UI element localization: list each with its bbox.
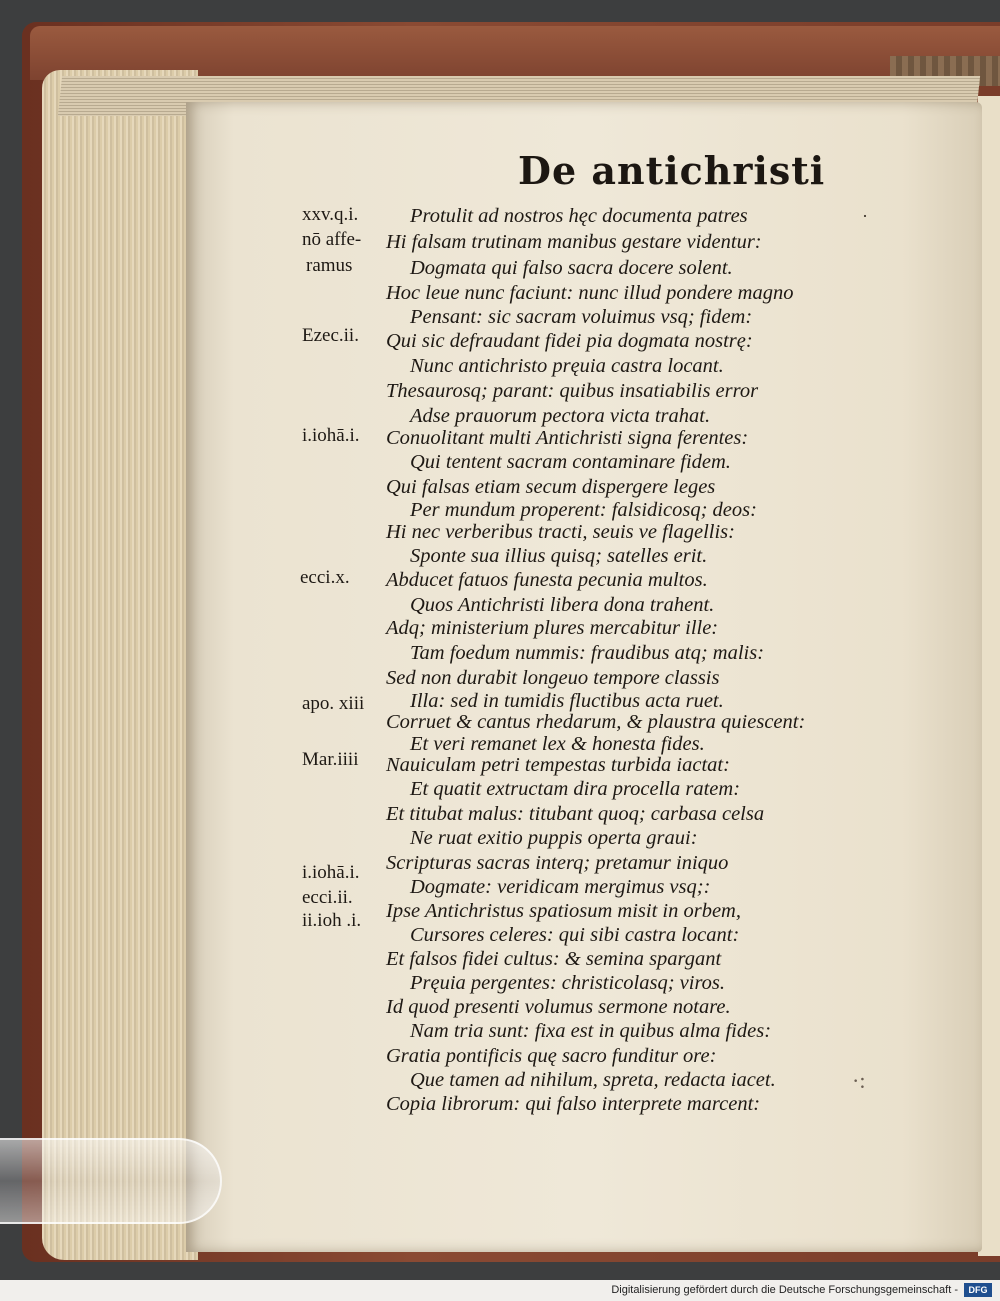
verse-line: Per mundum properent: falsidicosq; deos: [410,499,757,521]
ink-mark: ·: [852,1068,866,1093]
verse-line: Qui tentent sacram contaminare fidem. [410,451,731,473]
margin-note: Mar.iiii [302,749,359,770]
verse-line: Copia librorum: qui falso interprete marcent: [386,1093,761,1115]
verse-line: Scripturas sacras interq; pretamur iniquo [386,852,729,874]
verse-line: Hoc leue nunc faciunt: nunc illud pondere magno [386,282,794,304]
verse-line: Adq; ministerium plures mercabitur ille: [386,617,719,639]
verse-line: Conuolitant multi Antichristi signa ferentes: [386,427,749,449]
verse-line: Nunc antichristo pręuia castra locant. [410,355,724,377]
verse-line: Et quatit extructam dira procella ratem: [410,778,741,800]
verse-line: Cursores celeres: qui sibi castra locant: [410,924,740,946]
verse-line: Id quod presenti volumus sermone notare. [386,996,731,1018]
verse-line: Illa: sed in tumidis fluctibus acta ruet. [410,690,724,712]
verse-line: Hi falsam trutinam manibus gestare videntur: [386,231,762,253]
page-edges-left [42,70,198,1260]
verse-line: Gratia pontificis quę sacro funditur ore: [386,1045,717,1067]
margin-note: nō affe- [302,229,362,250]
margin-note: ecci.x. [300,567,350,588]
margin-note: ii.ioh .i. [302,910,362,931]
glass-page-weight [0,1138,222,1224]
verse-line: Sponte sua illius quisq; satelles erit. [410,545,708,567]
verse-line: Dogmata qui falso sacra docere solent. [410,257,733,279]
verse-line: Hi nec verberibus tracti, seuis ve flagellis: [386,521,735,543]
running-head: De antichristi [518,148,826,193]
verse-line: Qui sic defraudant fidei pia dogmata nostrę: [386,330,753,352]
verse-line: Adse prauorum pectora victa trahat. [410,405,711,427]
margin-note: xxv.q.i. [302,204,359,225]
verse-line: Et titubat malus: titubant quoq; carbasa celsa [386,803,765,825]
verse-line: Et veri remanet lex & honesta fides. [410,733,705,755]
margin-note: apo. xiii [302,693,365,714]
verse-line: Nam tria sunt: fixa est in quibus alma fides: [410,1020,772,1042]
verse-line: Tam foedum nummis: fraudibus atq; malis: [410,642,765,664]
verse-line: Pręuia pergentes: christicolasq; viros. [410,972,726,994]
funding-credit: Digitalisierung gefördert durch die Deutsche Forschungsgemeinschaft - [611,1284,958,1296]
verse-line: Ipse Antichristus spatiosum misit in orbem, [386,900,741,922]
verse-line: Quos Antichristi libera dona trahent. [410,594,715,616]
verse-line: Et falsos fidei cultus: & semina spargant [386,948,722,970]
verse-line: Pensant: sic sacram voluimus vsq; fidem: [410,306,753,328]
verse-line: Corruet & cantus rhedarum, & plaustra quiescent: [386,711,806,733]
verse-line: Qui falsas etiam secum dispergere leges [386,476,716,498]
verse-line: Dogmate: veridicam mergimus vsq;: [410,876,711,898]
verse-line: Thesaurosq; parant: quibus insatiabilis error [386,380,759,402]
verse-line: Nauiculam petri tempestas turbida iactat: [386,754,730,776]
verse-line: Protulit ad nostros hęc documenta patres [410,205,748,227]
verse-line: Abducet fatuos funesta pecunia multos. [386,569,708,591]
margin-note: ramus [306,255,353,276]
verse-line: Ne ruat exitio puppis operta graui: [410,827,698,849]
ink-mark: · [862,206,868,226]
dfg-logo: DFG [964,1283,992,1297]
margin-note: ecci.ii. [302,887,353,908]
margin-note: i.iohā.i. [302,862,360,883]
verse-line: Sed non durabit longeuo tempore classis [386,667,720,689]
verse-line: Que tamen ad nihilum, spreta, redacta iacet. [410,1069,776,1091]
margin-note: Ezec.ii. [302,325,359,346]
margin-note: i.iohā.i. [302,425,360,446]
